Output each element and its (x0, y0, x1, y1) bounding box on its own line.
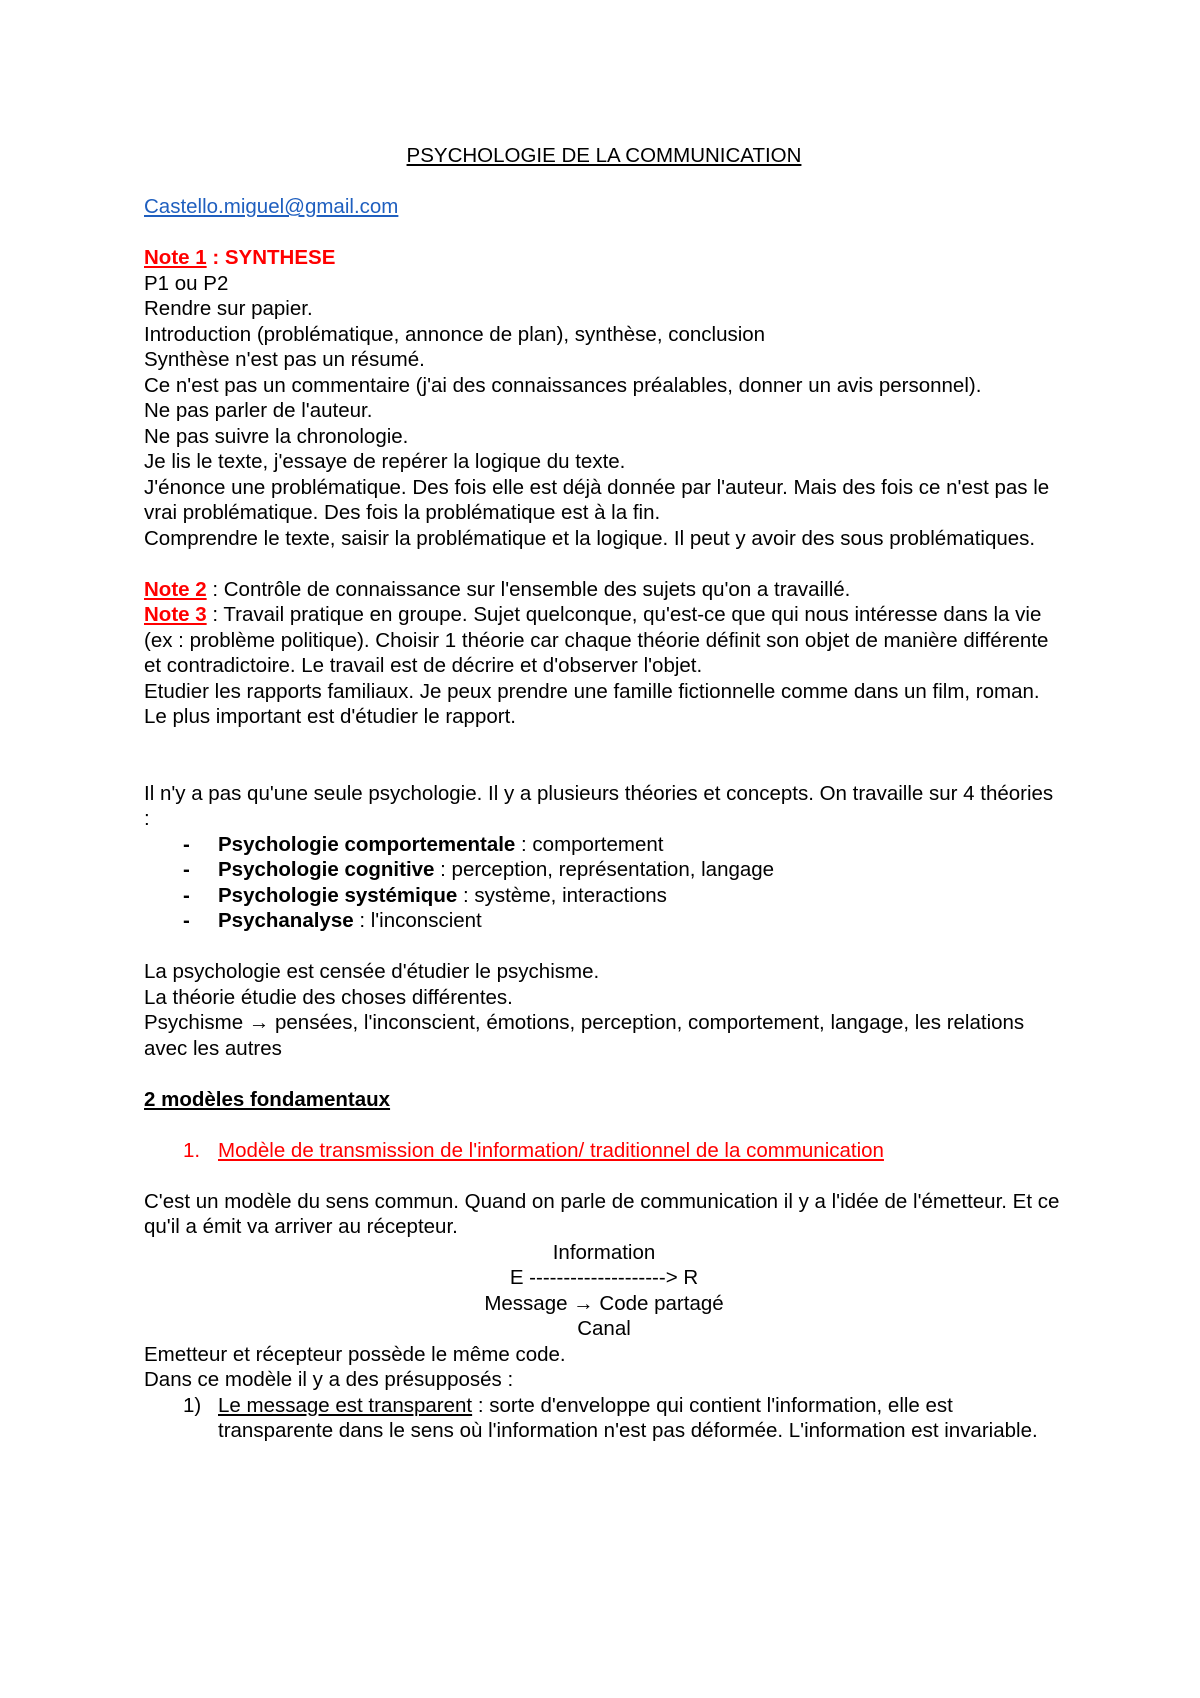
theory-name: Psychologie cognitive (218, 858, 435, 881)
psychisme-line: La théorie étudie des choses différentes. (144, 985, 513, 1009)
note2-text: : Contrôle de connaissance sur l'ensemble des sujets qu'on a travaillé. (206, 577, 851, 601)
theories-intro: Il n'y a pas qu'une seule psychologie. Il y a plusieurs théories et concepts. On travaille sur 4 théories : (144, 781, 1054, 830)
theory-name: Psychologie comportementale (218, 832, 516, 856)
note1-line: Ne pas parler de l'auteur. (144, 399, 373, 422)
note2-paragraph (144, 577, 1064, 603)
note3-paragraph (144, 602, 1064, 679)
theory-desc: : perception, représentation, langage (434, 858, 775, 881)
note1-line: Rendre sur papier. (144, 297, 313, 320)
list-item: - Psychologie cognitive : perception, représentation, langage (183, 858, 775, 881)
presuppose-title: Le message est transparent (218, 1393, 473, 1417)
diagram-label: Canal (577, 1317, 631, 1340)
theories-list (144, 832, 1064, 934)
theory-desc: : système, interactions (457, 883, 667, 907)
email-link[interactable]: Castello.miguel@gmail.com (144, 195, 399, 218)
diagram-label: Message → Code partagé (484, 1291, 724, 1315)
note1-line: Ce n'est pas un commentaire (j'ai des connaissances préalables, donner un avis personnel). (144, 373, 982, 397)
list-item: - Psychologie comportementale : comportement (183, 832, 664, 856)
list-item: - Psychanalyse : l'inconscient (183, 909, 482, 932)
note1-line: Ne pas suivre la chronologie. (144, 424, 409, 448)
model-paragraph: C'est un modèle du sens commun. Quand on parle de communication il y a l'idée de l'émetteur. Et ce qu'il a émit va arriver au récepteur. (144, 1189, 1060, 1238)
note1-line: Je lis le texte, j'essaye de repérer la logique du texte. (144, 450, 626, 473)
list-item: - Psychologie systémique : système, interactions (183, 883, 667, 907)
model-line: Dans ce modèle il y a des présupposés : (144, 1368, 514, 1391)
communication-diagram (144, 1240, 1064, 1342)
model-title: Modèle de transmission de l'information/ traditionnel de la communication (218, 1138, 884, 1162)
psychisme-line: La psychologie est censée d'étudier le psychisme. (144, 960, 600, 983)
arrow-right-icon: → (573, 1291, 594, 1315)
arrow-right-icon: → (248, 1011, 270, 1034)
theory-desc: : l'inconscient (353, 909, 482, 932)
diagram-arrow-line: E --------------------> R (509, 1266, 699, 1289)
list-item: 1) Le message est transparent : sorte d'enveloppe qui contient l'information, elle est transparente dans le sens où l'information n'est pas déformée. L'information est invariable. (183, 1393, 1038, 1442)
note3-extra: Etudier les rapports familiaux. Je peux prendre une famille fictionnelle comme dans un film, roman. Le plus important est d'étudier le rapport. (144, 679, 1040, 728)
document-title: PSYCHOLOGIE DE LA COMMUNICATION (406, 144, 802, 167)
note1-title: SYNTHESE (224, 246, 336, 269)
presuppose-text: : sorte d'enveloppe qui contient l'information, elle est transparente dans le sens où l'information n'est pas déformée. L'information est invariable. (218, 1393, 1038, 1442)
model-line: Emetteur et récepteur possède le même code. (144, 1342, 566, 1366)
note1-line: J'énonce une problématique. Des fois elle est déjà donnée par l'auteur. Mais des fois ce n'est pas le vrai problématique. Des fois la problématique est à la fin. (144, 475, 1050, 524)
note1-line: Synthèse n'est pas un résumé. (144, 348, 425, 371)
note3-text: : Travail pratique en groupe. Sujet quelconque, qu'est-ce que qui nous intéresse dans la vie (ex : problème politique). Choisir 1 théorie car chaque théorie définit son objet de manière différente et contradictoire. Le travail est de décrire et d'observer l'objet. (144, 603, 1049, 677)
note1-heading: Note 1 : SYNTHESE (144, 246, 336, 269)
note3-label: Note 3 (144, 603, 207, 626)
note1-label: Note 1 (144, 246, 207, 269)
document-body (144, 143, 1064, 1444)
note1-line: Comprendre le texte, saisir la problématique et la logique. Il peut y avoir des sous problématiques. (144, 526, 1036, 550)
models-list (144, 1138, 1064, 1164)
list-item: 1. Modèle de transmission de l'information/ traditionnel de la communication (183, 1138, 884, 1162)
theory-name: Psychologie systémique (218, 883, 458, 907)
theory-desc: : comportement (515, 832, 664, 856)
models-heading: 2 modèles fondamentaux (144, 1087, 391, 1111)
note2-label: Note 2 (144, 577, 207, 601)
psychisme-line: Psychisme → pensées, l'inconscient, émotions, perception, comportement, langage, les relations avec les autres (144, 1011, 1025, 1060)
diagram-label: Information (552, 1240, 656, 1264)
theory-name: Psychanalyse (218, 909, 354, 932)
note1-line: Introduction (problématique, annonce de plan), synthèse, conclusion (144, 322, 766, 346)
note1-line: P1 ou P2 (144, 271, 229, 295)
presupposes-list (144, 1393, 1064, 1444)
